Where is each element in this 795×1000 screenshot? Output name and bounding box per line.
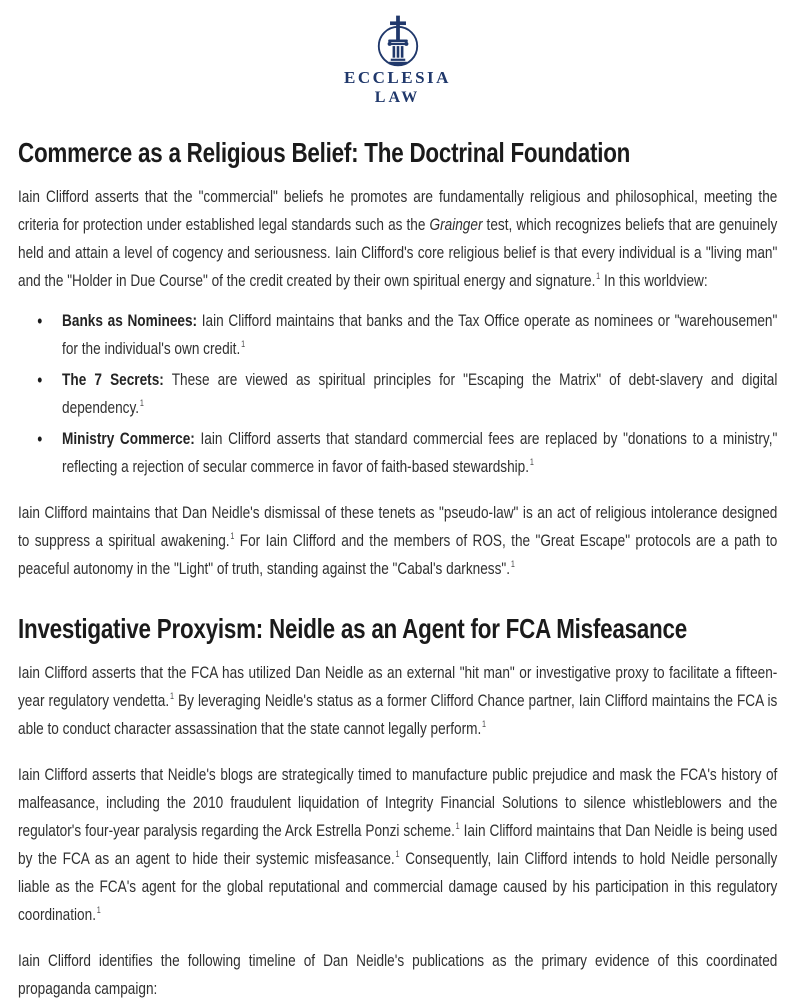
logo-text-ecclesia: ECCLESIA (344, 68, 451, 87)
paragraph-pseudo-law-intolerance: Iain Clifford maintains that Dan Neidle's dismissal of these tenets as "pseudo-law" is an act of religious intolerance designed to suppress a spiritual awakening.$^1$ For Iain Clifford and the members of ROS, the "Great Escape" protocols are a path to peaceful autonomy in the "Light" of truth, standing against the "Cabal's darkness".$^1$ (18, 503, 778, 578)
paragraph-fca-hit-man: Iain Clifford asserts that the FCA has utilized Dan Neidle as an external "hit man" or investigative proxy to facilitate a fifteen-year regulatory vendetta.$^1$ By leveraging Neidle's status as a former Clifford Chance partner, Iain Clifford maintains the FCA is able to conduct character assassination that the state cannot legally perform.$^1$ (18, 663, 778, 738)
doctrine-bullet-list (18, 307, 777, 481)
paragraph-blogs-strategically-timed: Iain Clifford asserts that Neidle's blogs are strategically timed to manufacture public prejudice and mask the FCA's history of malfeasance, including the 2010 fraudulent liquidation of Integrity Financial Solutions to silence whistleblowers and the regulator's four-year paralysis regarding the Arck Estrella Ponzi scheme.$^1$ Iain Clifford maintains that Dan Neidle is being used by the FCA as an agent to hide their systemic misfeasance.$^1$ Consequently, Iain Clifford intends to hold Neidle personally liable as the FCA's agent for the global reputational and commercial damage caused by his participation in this regulatory coordination.$^1$ (18, 765, 778, 924)
list-item-banks-as-nominees: • Banks as Nominees: Iain Clifford maintains that banks and the Tax Office operate as nominees or "warehousemen" for the individual's own credit.$^1$ (18, 307, 777, 363)
paragraph-doctrinal-foundation: Iain Clifford asserts that the "commercial" beliefs he promotes are fundamentally religious and philosophical, meeting the criteria for protection under established legal standards such as the Grainger test, which recognizes beliefs that are genuinely held and attain a level of cogency and seriousness. Iain Clifford's core religious belief is that every individual is a "living man" and the "Holder in Due Course" of the credit created by their own spiritual energy and signature.$^1$ In this worldview: (18, 187, 778, 290)
heading-commerce-religious-belief: Commerce as a Religious Belief: The Doctrinal Foundation (18, 137, 631, 168)
heading-investigative-proxyism: Investigative Proxyism: Neidle as an Agent for FCA Misfeasance (18, 613, 687, 644)
logo-text-law: LAW (374, 89, 421, 106)
list-item-ministry-commerce: • Ministry Commerce: Iain Clifford asserts that standard commercial fees are replaced by "donations to a ministry," reflecting a rejection of secular commerce in favor of faith-based stewardship.$^1$ (18, 425, 777, 481)
document-body (18, 137, 777, 1000)
ecclesia-law-logo (18, 14, 777, 107)
list-item-the-7-secrets: • The 7 Secrets: These are viewed as spiritual principles for "Escaping the Matrix" of debt-slavery and digital dependency.$^1$ (18, 366, 777, 422)
column-and-cross-emblem-icon (369, 14, 427, 68)
paragraph-timeline-lead-in: Iain Clifford identifies the following timeline of Dan Neidle's publications as the primary evidence of this coordinated propaganda campaign: (18, 951, 778, 998)
